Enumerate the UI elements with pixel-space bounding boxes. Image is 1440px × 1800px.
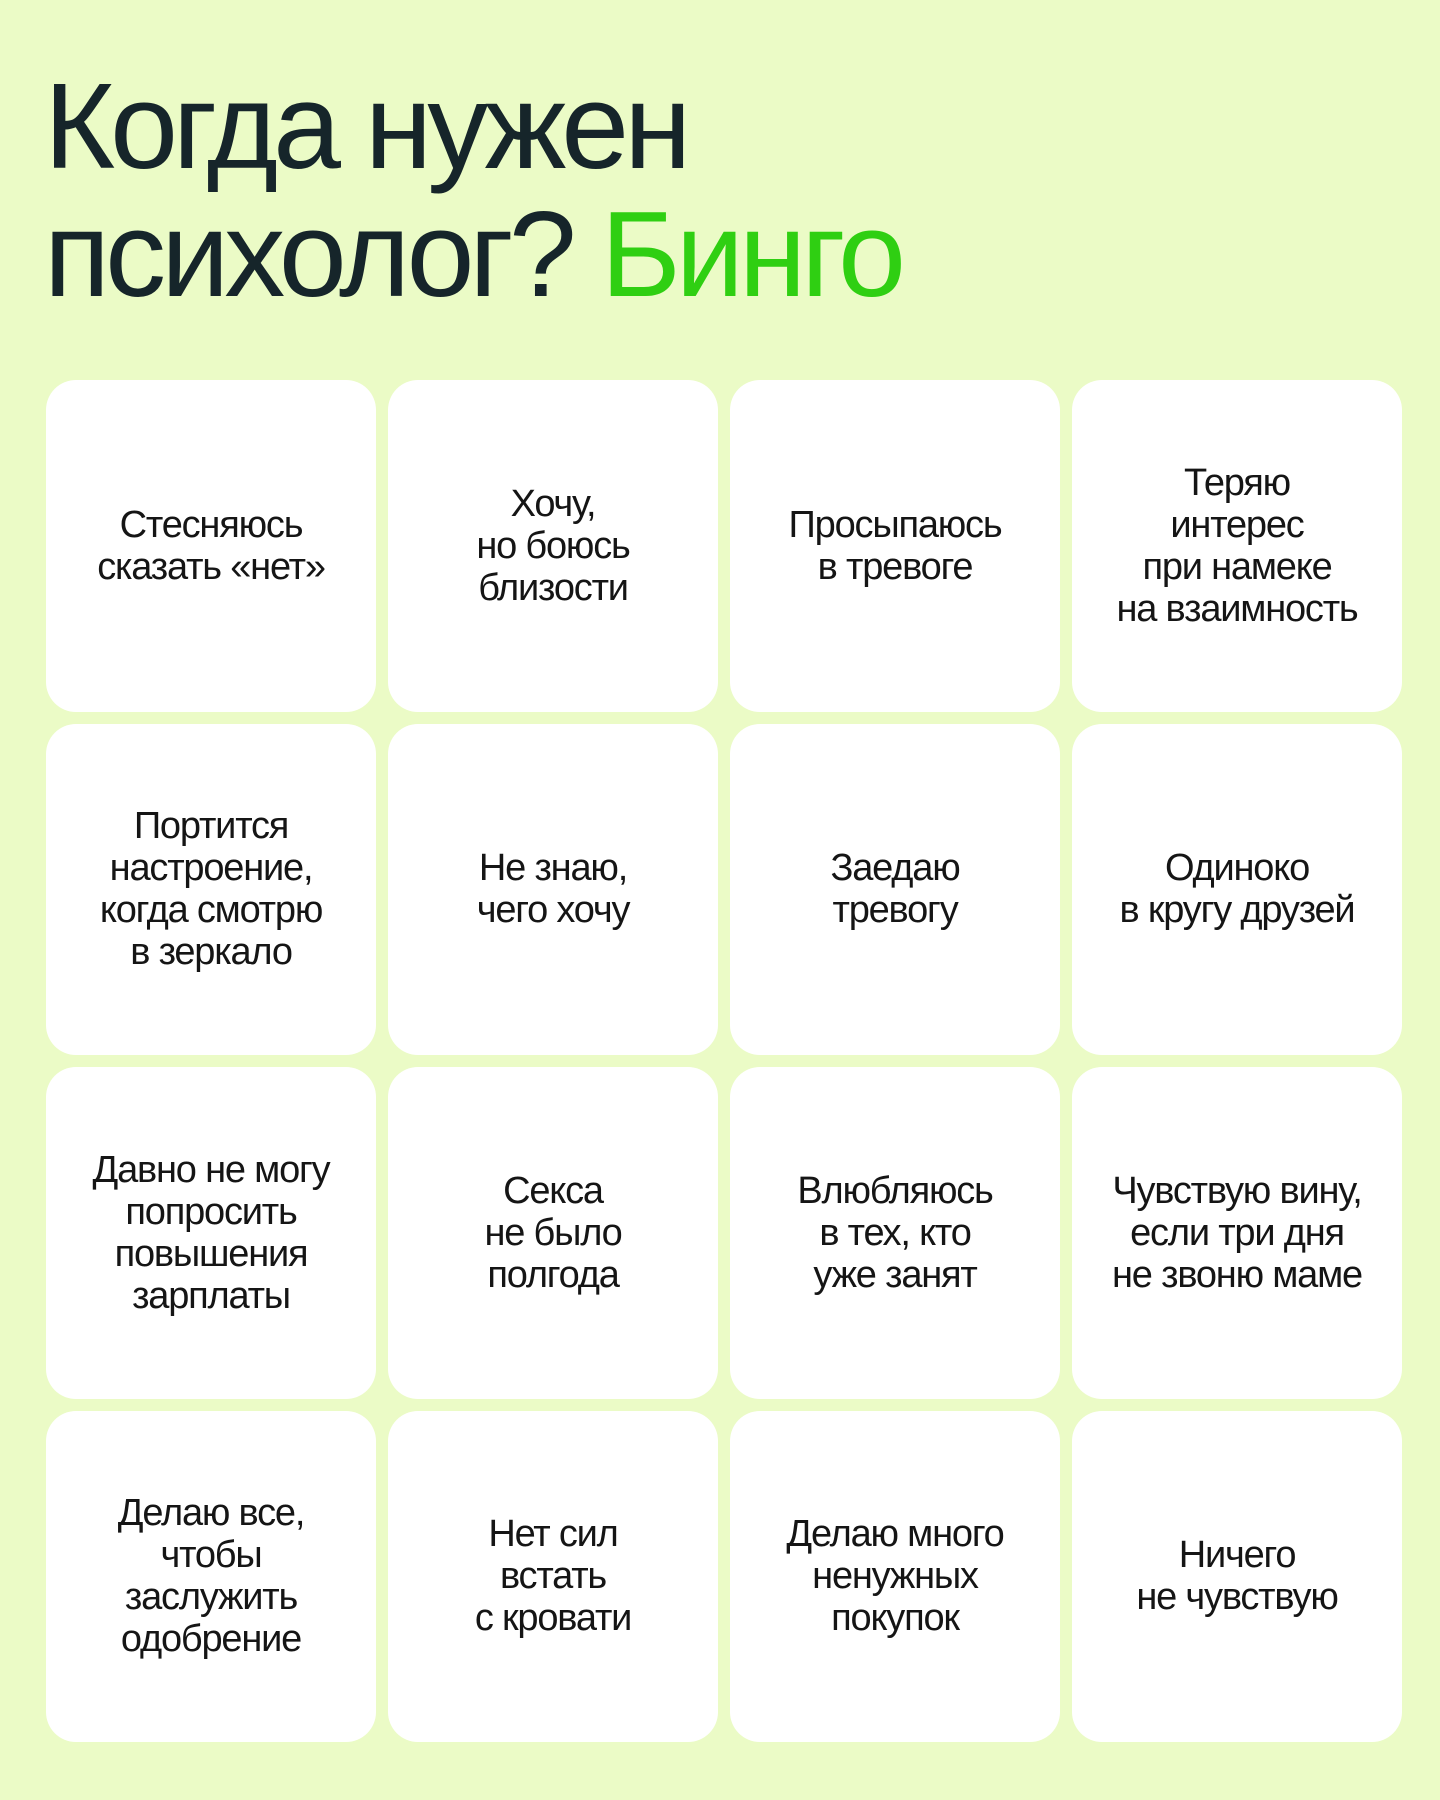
bingo-cell-text: Стесняюсь сказать «нет»: [97, 503, 325, 588]
bingo-cell-text: Давно не могу попросить повышения зарплаты: [92, 1148, 330, 1317]
bingo-cell-text: Заедаю тревогу: [830, 847, 960, 932]
bingo-cell-text: Делаю все, чтобы заслужить одобрение: [117, 1492, 305, 1661]
bingo-cell-text: Чувствую вину, если три дня не звоню маме: [1112, 1169, 1362, 1296]
bingo-grid: [46, 380, 1402, 1742]
bingo-cell: [388, 1067, 718, 1399]
bingo-cell: [730, 1411, 1060, 1743]
bingo-cell-text: Портится настроение, когда смотрю в зеркало: [99, 805, 323, 974]
page-title: [44, 58, 901, 322]
bingo-cell: [46, 1067, 376, 1399]
bingo-cell: [388, 724, 718, 1056]
bingo-cell: [730, 1067, 1060, 1399]
bingo-cell-text: Теряю интерес при намеке на взаимность: [1116, 461, 1358, 630]
bingo-cell: [388, 1411, 718, 1743]
bingo-cell-text: Влюбляюсь в тех, кто уже занят: [797, 1169, 993, 1296]
title-accent-bingo: Бинго: [600, 186, 901, 322]
bingo-cell-text: Не знаю, чего хочу: [476, 847, 630, 932]
title-line-1: Когда нужен: [44, 58, 687, 194]
bingo-cell: [1072, 1067, 1402, 1399]
bingo-cell: [730, 380, 1060, 712]
bingo-cell: [1072, 724, 1402, 1056]
title-line-2: [44, 186, 901, 322]
bingo-cell-text: Хочу, но боюсь близости: [476, 482, 630, 609]
bingo-cell: [730, 724, 1060, 1056]
bingo-cell: [46, 724, 376, 1056]
bingo-cell: [46, 380, 376, 712]
bingo-cell: [46, 1411, 376, 1743]
bingo-cell-text: Нет сил встать с кровати: [474, 1513, 632, 1640]
title-question: психолог?: [44, 186, 572, 322]
bingo-cell-text: Секса не было полгода: [484, 1169, 622, 1296]
bingo-cell-text: Ничего не чувствую: [1136, 1534, 1338, 1619]
bingo-cell-text: Просыпаюсь в тревоге: [788, 503, 1002, 588]
bingo-cell-text: Делаю много ненужных покупок: [786, 1513, 1004, 1640]
bingo-cell: [1072, 1411, 1402, 1743]
bingo-cell: [388, 380, 718, 712]
bingo-cell-text: Одиноко в кругу друзей: [1119, 847, 1355, 932]
bingo-cell: [1072, 380, 1402, 712]
